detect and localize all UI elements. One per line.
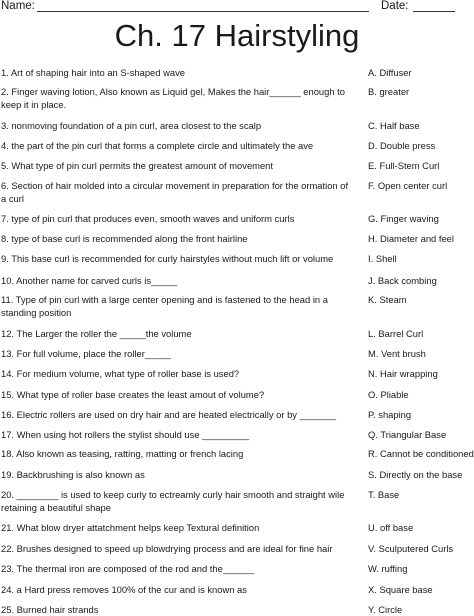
question-item: 9. This base curl is recommended for curly hairstyles without much lift or volume bbox=[1, 253, 334, 264]
answer-item: Y. Circle bbox=[368, 604, 403, 615]
answer-item: W. ruffing bbox=[368, 563, 408, 574]
answer-item: L. Barrel Curl bbox=[368, 328, 424, 339]
answer-item: R. Cannot be conditioned bbox=[368, 448, 474, 459]
answer-item: A. Diffuser bbox=[368, 67, 412, 78]
answer-item: X. Square base bbox=[368, 584, 433, 595]
question-item: 23. The thermal iron are composed of the rod and the______ bbox=[1, 563, 255, 574]
answer-item: C. Half base bbox=[368, 120, 420, 131]
answer-item: D. Double press bbox=[368, 140, 436, 151]
question-item: 14. For medium volume, what type of roller base is used? bbox=[1, 368, 240, 379]
answer-item: G. Finger waving bbox=[368, 213, 439, 224]
question-item: 17. When using hot rollers the stylist should use _________ bbox=[1, 429, 250, 440]
header-row bbox=[0, 0, 474, 14]
question-item: 5. What type of pin curl permits the greatest amount of movement bbox=[1, 160, 274, 171]
question-item: 21. What blow dryer attatchment helps keep Textural definition bbox=[1, 522, 260, 533]
question-item: 7. type of pin curl that produces even, smooth waves and uniform curls bbox=[1, 213, 295, 224]
name-line[interactable] bbox=[37, 11, 369, 12]
answer-item: H. Diameter and feel bbox=[368, 233, 454, 244]
worksheet-title: Ch. 17 Hairstyling bbox=[114, 18, 360, 53]
question-item: 4. the part of the pin curl that forms a complete circle and ultimately the ave bbox=[1, 140, 314, 151]
answer-item: B. greater bbox=[368, 86, 410, 97]
question-item: 15. What type of roller base creates the least amout of volume? bbox=[1, 389, 265, 400]
answer-item: N. Hair wrapping bbox=[368, 368, 438, 379]
question-item: 18. Also known as teasing, ratting, matting or french lacing bbox=[1, 448, 244, 459]
question-item: 24. a Hard press removes 100% of the cur and is known as bbox=[1, 584, 247, 595]
date-label: Date: bbox=[381, 0, 409, 12]
question-item: 25. Burned hair strands bbox=[1, 604, 99, 615]
answer-item: U. off base bbox=[368, 522, 414, 533]
question-item: 22. Brushes designed to speed up blowdrying process and are ideal for fine hair bbox=[1, 543, 333, 554]
question-item: 16. Electric rollers are used on dry hair and are heated electrically or by _______ bbox=[1, 409, 337, 420]
question-item: 10. Another name for carved curls is_____ bbox=[1, 275, 178, 286]
answer-item: Q. Triangular Base bbox=[368, 429, 447, 440]
question-item: 2. Finger waving lotion, Also known as Liquid gel, Makes the hair______ enough to keep it in place. bbox=[1, 86, 345, 110]
date-line[interactable] bbox=[413, 11, 455, 12]
question-item: 6. Section of hair molded into a circular movement in preparation for the ormation of a curl bbox=[1, 180, 349, 204]
answer-item: E. Full-Stem Curl bbox=[368, 160, 440, 171]
question-item: 19. Backbrushing is also known as bbox=[1, 469, 145, 480]
answer-item: K. Steam bbox=[368, 294, 407, 305]
question-item: 12. The Larger the roller the _____the volume bbox=[1, 328, 192, 339]
question-item: 11. Type of pin curl with a large center opening and is fastened to the head in a standing position bbox=[1, 294, 328, 318]
name-label: Name: bbox=[1, 0, 35, 12]
answer-item: P. shaping bbox=[368, 409, 412, 420]
question-item: 8. type of base curl is recommended along the front hairline bbox=[1, 233, 248, 244]
answer-item: S. Directly on the base bbox=[368, 469, 463, 480]
answer-item: J. Back combing bbox=[368, 275, 437, 286]
answer-item: I. Shell bbox=[368, 253, 397, 264]
answer-item: F. Open center curl bbox=[368, 180, 448, 191]
answer-item: O. Pliable bbox=[368, 389, 409, 400]
question-item: 1. Art of shaping hair into an S-shaped wave bbox=[1, 67, 185, 78]
question-item: 20. ________ is used to keep curly to ectreamly curly hair smooth and straight wile retaining a beautiful shape bbox=[1, 489, 345, 513]
answer-item: T. Base bbox=[368, 489, 400, 500]
answer-item: V. Sculputered Curls bbox=[368, 543, 454, 554]
answer-item: M. Vent brush bbox=[368, 348, 426, 359]
question-item: 13. For full volume, place the roller_____ bbox=[1, 348, 171, 359]
question-item: 3. nonmoving foundation of a pin curl, area closest to the scalp bbox=[1, 120, 262, 131]
